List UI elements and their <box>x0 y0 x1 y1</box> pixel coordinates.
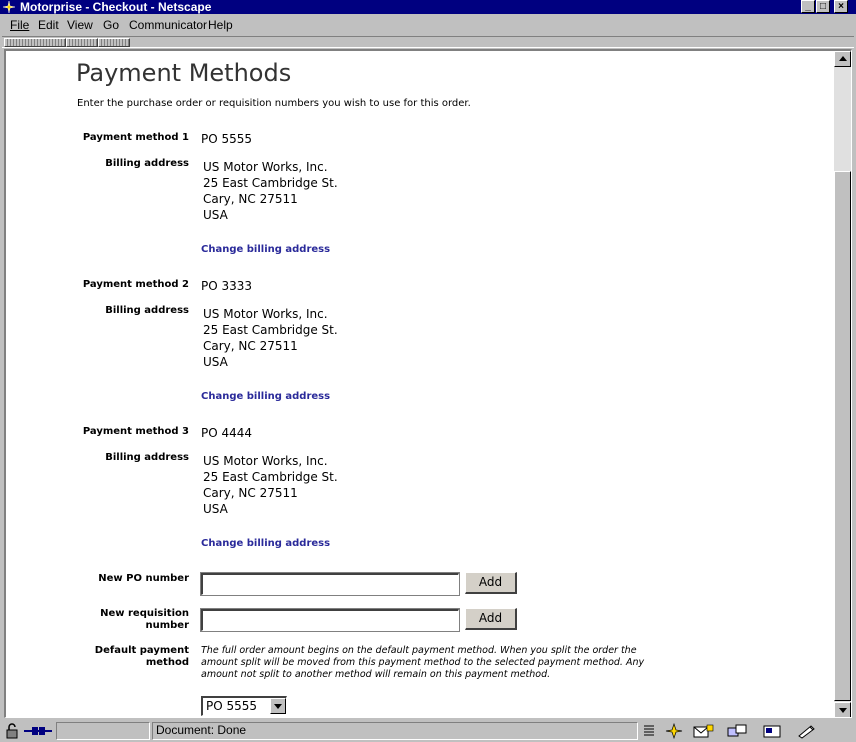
new-requisition-label-line2: number <box>145 620 189 631</box>
new-requisition-label <box>100 608 189 632</box>
default-payment-select[interactable] <box>201 696 287 716</box>
address-line: US Motor Works, Inc. <box>203 454 328 468</box>
default-payment-selected: PO 5555 <box>206 699 258 713</box>
arrow-down-icon <box>839 708 847 713</box>
billing-address-2-label: Billing address <box>105 305 189 316</box>
billing-address-3 <box>203 453 338 517</box>
menu-bar <box>0 16 856 34</box>
netscape-icon <box>2 0 16 14</box>
payment-method-1-label: Payment method 1 <box>82 132 189 143</box>
window-title: Motorprise - Checkout - Netscape <box>20 0 212 14</box>
new-requisition-input[interactable] <box>201 609 459 631</box>
payment-method-3-value: PO 4444 <box>201 426 253 440</box>
new-po-label: New PO number <box>98 573 189 584</box>
billing-address-1 <box>203 159 338 223</box>
menu-communicator[interactable]: Communicator <box>129 18 208 32</box>
default-payment-label-line1: Default payment <box>94 645 189 656</box>
change-billing-address-link-2[interactable]: Change billing address <box>201 391 331 402</box>
security-lock-icon[interactable] <box>4 723 22 739</box>
toolbar-grip-location[interactable] <box>66 38 98 47</box>
address-line: Cary, NC 27511 <box>203 339 298 353</box>
scroll-up-button[interactable] <box>834 51 851 67</box>
change-billing-address-link-3[interactable]: Change billing address <box>201 538 331 549</box>
dropdown-button[interactable] <box>270 698 286 714</box>
new-requisition-label-line1: New requisition <box>100 608 189 619</box>
new-po-input[interactable] <box>201 573 459 595</box>
page-intro: Enter the purchase order or requisition numbers you wish to use for this order. <box>77 98 471 109</box>
page-title: Payment Methods <box>76 59 292 87</box>
vertical-scrollbar[interactable] <box>834 51 851 718</box>
content-frame <box>4 49 852 718</box>
collapsed-toolbars <box>2 36 854 48</box>
composer-icon[interactable] <box>762 723 784 739</box>
minimize-button[interactable] <box>801 0 815 13</box>
payment-method-1-value: PO 5555 <box>201 132 253 146</box>
menu-file[interactable]: File <box>10 18 30 32</box>
address-line: US Motor Works, Inc. <box>203 307 328 321</box>
address-line: US Motor Works, Inc. <box>203 160 328 174</box>
arrow-up-icon <box>839 56 847 61</box>
close-button[interactable] <box>834 0 848 13</box>
address-line: 25 East Cambridge St. <box>203 176 338 190</box>
payment-method-2-label: Payment method 2 <box>82 279 189 290</box>
menu-go[interactable]: Go <box>103 18 120 32</box>
component-bar-grip-icon[interactable] <box>642 723 656 739</box>
scroll-down-button[interactable] <box>834 702 851 718</box>
close-icon: × <box>838 1 844 12</box>
progress-panel <box>56 722 150 740</box>
add-requisition-button[interactable]: Add <box>465 608 517 630</box>
address-line: 25 East Cambridge St. <box>203 470 338 484</box>
menu-view[interactable]: View <box>67 18 93 32</box>
title-bar <box>0 0 856 14</box>
toolbar-grip-personal[interactable] <box>98 38 130 47</box>
address-line: USA <box>203 502 228 516</box>
change-billing-address-link-1[interactable]: Change billing address <box>201 244 331 255</box>
billing-address-2 <box>203 306 338 370</box>
address-line: Cary, NC 27511 <box>203 486 298 500</box>
page-content <box>6 51 835 718</box>
maximize-button[interactable] <box>816 0 830 13</box>
menu-help[interactable]: Help <box>208 18 233 32</box>
discussion-icon[interactable] <box>726 723 750 739</box>
minimize-icon: _ <box>805 1 811 12</box>
payment-method-3-label: Payment method 3 <box>82 426 189 437</box>
menu-edit[interactable]: Edit <box>38 18 59 32</box>
billing-address-3-label: Billing address <box>105 452 189 463</box>
edit-pencil-icon[interactable] <box>796 723 820 739</box>
status-bar <box>0 720 856 742</box>
address-line: Cary, NC 27511 <box>203 192 298 206</box>
add-po-button[interactable]: Add <box>465 572 517 594</box>
mail-icon[interactable] <box>692 723 716 739</box>
toolbar-grip-navigation[interactable] <box>4 38 66 47</box>
billing-address-1-label: Billing address <box>105 158 189 169</box>
address-line: 25 East Cambridge St. <box>203 323 338 337</box>
address-line: USA <box>203 355 228 369</box>
maximize-icon: □ <box>819 1 827 12</box>
scroll-thumb[interactable] <box>834 171 851 701</box>
payment-method-2-value: PO 3333 <box>201 279 253 293</box>
default-payment-label-line2: method <box>145 657 189 668</box>
address-line: USA <box>203 208 228 222</box>
navigator-icon[interactable] <box>662 723 686 739</box>
default-payment-note: The full order amount begins on the default payment method. When you split the order the amount split will be moved from this payment method to the selected payment method. Any amount not split to another method will remain on this payment method. <box>201 645 645 680</box>
chevron-down-icon <box>274 704 282 709</box>
connection-icon <box>24 723 52 739</box>
default-payment-label <box>95 645 189 669</box>
status-text: Document: Done <box>156 723 247 737</box>
